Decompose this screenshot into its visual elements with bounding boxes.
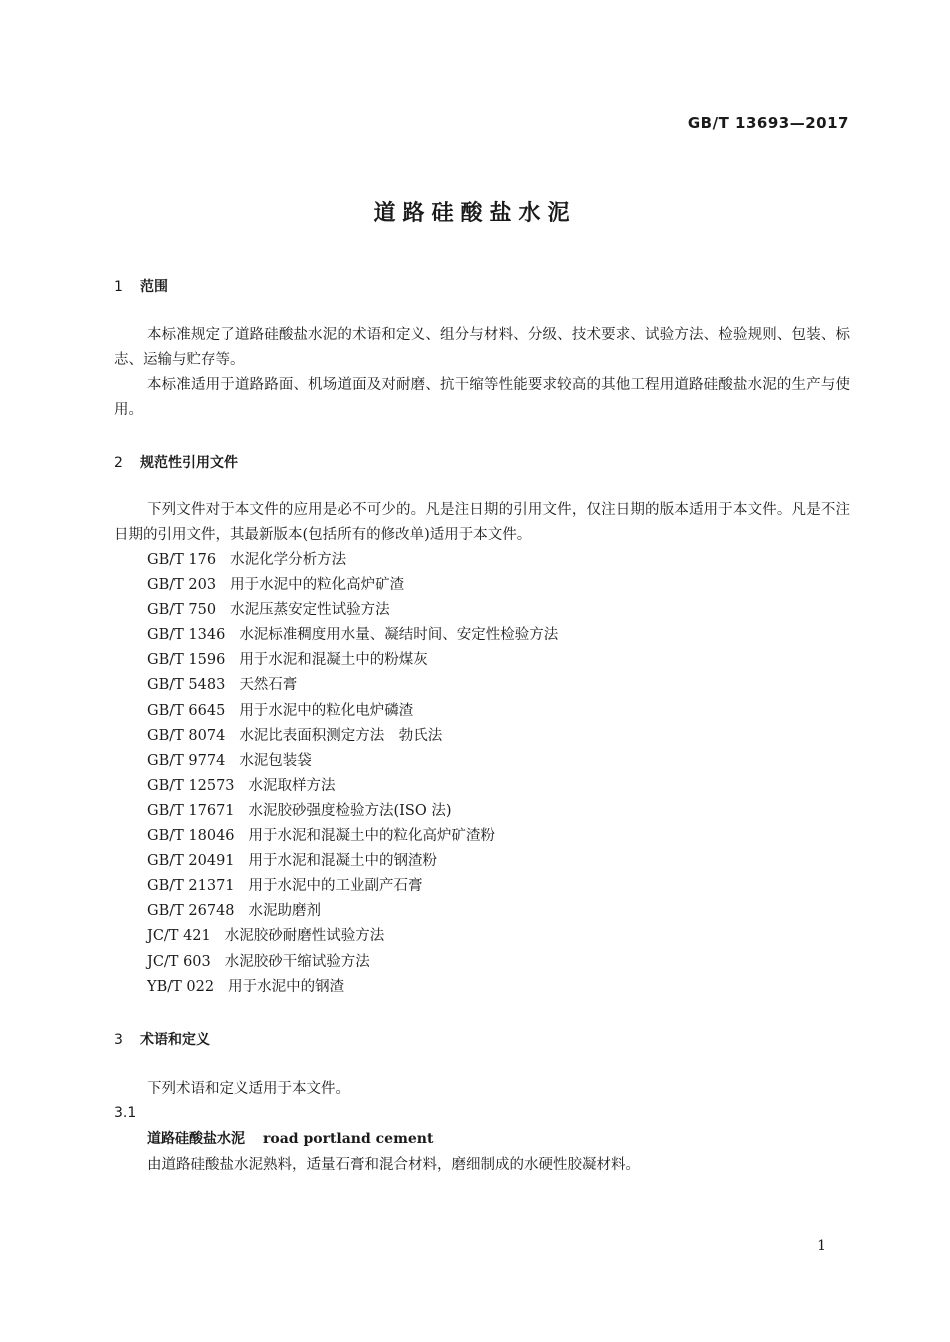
section-number: 1 [114, 279, 123, 295]
reference-title: 用于水泥和混凝土中的粉煤灰 [239, 652, 428, 669]
standard-number: GB/T 13693—2017 [687, 114, 849, 132]
reference-item [147, 975, 558, 1000]
reference-code: GB/T 1346 [147, 627, 226, 644]
reference-code: JC/T 421 [147, 928, 211, 945]
reference-item [147, 598, 558, 623]
term-heading [147, 1128, 433, 1148]
reference-title: 水泥胶砂强度检验方法(ISO 法) [248, 802, 452, 819]
reference-item [147, 924, 558, 949]
reference-title: 水泥标准稠度用水量、凝结时间、安定性检验方法 [239, 627, 559, 644]
term-zh: 道路硅酸盐水泥 [147, 1131, 245, 1147]
reference-title: 水泥化学分析方法 [230, 552, 347, 568]
reference-item [147, 849, 558, 874]
section-title: 术语和定义 [140, 1032, 210, 1048]
document-title: 道路硅酸盐水泥 [373, 201, 577, 226]
reference-code: GB/T 750 [147, 602, 217, 619]
reference-title: 水泥胶砂干缩试验方法 [224, 953, 370, 970]
reference-title: 水泥压蒸安定性试验方法 [230, 602, 390, 619]
reference-code: GB/T 6645 [147, 702, 226, 719]
terms-intro: 下列术语和定义适用于本文件。 [147, 1081, 350, 1097]
section-number: 2 [114, 455, 123, 471]
reference-code: GB/T 203 [147, 577, 217, 594]
reference-title: 用于水泥和混凝土中的钢渣粉 [248, 853, 438, 870]
reference-item [147, 899, 558, 924]
reference-title: 用于水泥中的钢渣 [228, 978, 345, 995]
reference-code: GB/T 12573 [147, 777, 235, 794]
reference-item [147, 724, 558, 749]
reference-item [147, 824, 558, 849]
reference-item [147, 874, 558, 899]
reference-title: 水泥包装袋 [239, 752, 312, 769]
reference-title: 用于水泥中的粒化电炉磷渣 [239, 702, 414, 719]
reference-code: GB/T 26748 [147, 903, 235, 920]
reference-title: 水泥胶砂耐磨性试验方法 [224, 928, 385, 945]
reference-item [147, 573, 558, 598]
scope-paragraph-2: 本标准适用于道路路面、机场道面及对耐磨、抗干缩等性能要求较高的其他工程用道路硅酸盐水泥的生产与使用。 [114, 377, 850, 418]
reference-code: GB/T 9774 [147, 752, 226, 769]
reference-item [147, 749, 558, 774]
reference-title: 用于水泥和混凝土中的粒化高炉矿渣粉 [248, 828, 496, 845]
reference-item [147, 950, 558, 975]
reference-code: GB/T 5483 [147, 677, 226, 694]
reference-code: GB/T 1596 [147, 652, 226, 669]
reference-title: 水泥助磨剂 [248, 903, 322, 920]
reference-item [147, 623, 558, 648]
reference-code: YB/T 022 [147, 978, 215, 995]
reference-title: 用于水泥中的粒化高炉矿渣 [230, 577, 405, 594]
reference-code: JC/T 603 [147, 953, 211, 970]
reference-code: GB/T 176 [147, 552, 217, 568]
term-definition: 由道路硅酸盐水泥熟料，适量石膏和混合材料，磨细制成的水硬性胶凝材料。 [147, 1157, 640, 1173]
reference-code: GB/T 20491 [147, 853, 235, 870]
section-2-heading [114, 452, 238, 472]
reference-code: GB/T 8074 [147, 727, 226, 744]
reference-item [147, 673, 558, 698]
term-en: road portland cement [263, 1131, 434, 1147]
term-number: 3.1 [114, 1105, 137, 1121]
reference-title: 用于水泥中的工业副产石膏 [248, 878, 423, 895]
section-title: 范围 [140, 279, 168, 295]
reference-title: 水泥比表面积测定方法 勃氏法 [239, 727, 443, 744]
reference-item [147, 799, 558, 824]
reference-code: GB/T 17671 [147, 802, 235, 819]
reference-code: GB/T 21371 [147, 878, 235, 895]
section-number: 3 [114, 1032, 123, 1048]
reference-title: 水泥取样方法 [248, 777, 336, 794]
reference-code: GB/T 18046 [147, 828, 235, 845]
reference-item [147, 774, 558, 799]
reference-item [147, 648, 558, 673]
references-intro: 下列文件对于本文件的应用是必不可少的。凡是注日期的引用文件，仅注日期的版本适用于本文件。凡是不注日期的引用文件，其最新版本(包括所有的修改单)适用于本文件。 [114, 502, 850, 543]
scope-paragraph-1: 本标准规定了道路硅酸盐水泥的术语和定义、组分与材料、分级、技术要求、试验方法、检验规则、包装、标志、运输与贮存等。 [114, 327, 850, 368]
reference-title: 天然石膏 [239, 677, 298, 694]
section-3-heading [114, 1029, 210, 1049]
normative-reference-list [147, 548, 558, 1000]
page-number: 1 [817, 1238, 826, 1254]
section-1-heading [114, 276, 168, 296]
reference-item [147, 548, 558, 573]
reference-item [147, 699, 558, 724]
section-title: 规范性引用文件 [140, 455, 238, 471]
